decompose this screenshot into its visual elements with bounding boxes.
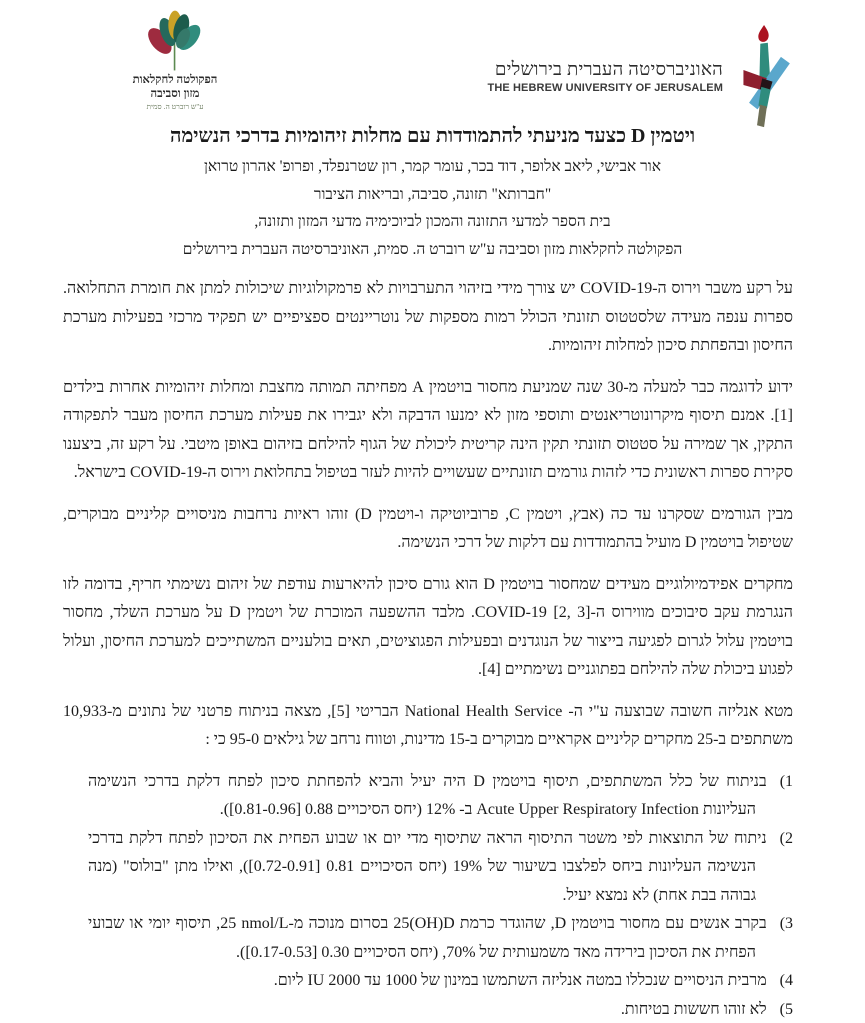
finding-item-5 <box>88 996 793 1023</box>
authors-line: אור אבישי, ליאב אלופר, דוד בכר, עומר קמר, רון שטרנפלד, ופרופ' אהרון טרואן <box>203 158 661 175</box>
paragraph-background: על רקע משבר וירוס ה-COVID-19 יש צורך מידי בזיהוי התערבויות לא פרמקולוגיות שיכולות למתן את חומרת התחלואה. ספרות ענפה מעידה שלסטטוס תזונתי הכולל רמות מספקות של נוטריינטים ספציפיים יש תפקיד מרכזי בפעילות מערכת החיסון ובהפחתת סיכון למחלות זיהומיות. <box>63 280 793 354</box>
finding-text: לא זוהו חששות בטיחות. <box>620 1000 767 1018</box>
finding-marker: 3) <box>779 915 794 932</box>
finding-item-3 <box>88 910 793 967</box>
finding-marker: 1) <box>779 772 794 790</box>
university-hebrew-name: האוניברסיטה העברית בירושלים <box>494 59 723 80</box>
finding-text: מרבית הניסויים שנכללו במטה אנליזה השתמשו במינון של 1000 עד 2000 IU ליום. <box>273 972 767 989</box>
university-logo <box>488 24 795 129</box>
finding-item-1 <box>88 768 793 825</box>
finding-item-4 <box>88 967 793 996</box>
research-group-line: "חברותא" תזונה, סביבה, ובריאות הציבור <box>313 185 552 203</box>
paragraph-vitamin-a-history: ידוע לדוגמה כבר למעלה מ-30 שנה שמניעת מחסור בויטמין A מפחיתה תמותה מחצבת ומחלות זיהומיות אחרות בילדים [1]. אמנם תיסוף מיקרונוטריאנטים ותוספי מזון לא ימנעו הדבקה ולא יגבירו את פעילות מערכת החיסון מעבר לתפקודה התקין, אך שמירה על סטטוס תזונתי תקין הינה קריטית ליכולת של הגוף להילחם בזיהום באופן מיטבי. על רקע זה, ביצענו סקירת ספרות ראשונית כדי לזהות גורמים תזונתיים שעשויים להיות לעזר בטיפול בתחלואת וירוס ה-COVID-19 בישראל. <box>63 378 793 481</box>
page-title: ויטמין D כצעד מניעתי להתמודדות עם מחלות זיהומיות בדרכי הנשימה <box>169 125 696 147</box>
university-logo-text <box>488 59 723 95</box>
school-line: בית הספר למדעי התזונה והמכון לביוכימיה מדעי המזון ותזונה, <box>254 213 611 230</box>
finding-text: ניתוח של התוצאות לפי משטר התיסוף הראה שתיסוף מדי יום או שבוע הפחית את הסיכון לפתח דלקת בדרכי הנשימה העליונות ביחס לפלצבו בשיעור של 19% (יחס הסיכויים 0.81 [0.72-0.91]), ואילו מתן "בולוס" (מנה גבוהה בבת אחת) לא נמצא יעיל. <box>88 829 767 904</box>
finding-text: בקרב אנשים עם מחסור בויטמין D, שהוגדר כרמת ‪25(OH)D‬ בסרום מנוכה מ-‪25 nmol/L‬, תיסוף יומי או שבועי הפחית את הסיכון בירידה מאד משמעותית של 70%, (יחס הסיכויים 0.30 [0.17-0.53]). <box>88 915 767 961</box>
body-text <box>63 275 793 755</box>
faculty-logo <box>100 8 250 112</box>
faculty-flower-icon <box>139 8 211 74</box>
university-emblem-icon <box>735 24 795 129</box>
paragraph-reviewed-factors: מבין הגורמים שסקרנו עד כה (אבץ, ויטמין C, פרוביוטיקה ו-ויטמין D) זוהו ראיות נרחבות מניסויים קליניים מבוקרים, שטיפול בויטמין D מועיל בהתמודדות עם דלקות של דרכי הנשימה. <box>63 505 794 551</box>
university-english-name: THE HEBREW UNIVERSITY OF JERUSALEM <box>487 81 723 94</box>
faculty-logo-dedication: ע"ש רוברט ה. סמית <box>146 102 204 111</box>
faculty-logo-name-line1: הפקולטה לחקלאות <box>132 74 218 86</box>
paragraph-epidemiology: מחקרים אפידמיולוגיים מעידים שמחסור בויטמין D הוא גורם סיכון להיארעות עודפת של זיהום נשימתי חריף, בדומה לזו הנגרמת עקב סיבוכים מווירוס ה-COVID-19 [2, 3]. מלבד ההשפעה המוכרת של ויטמין D על מערכת השלד, מחסור בויטמין עלול לגרום לפגיעה בייצור של הנוגדנים ובפעילות הפגוציטים, תאים בולעניים המשתייכים למערכת החיסון, ועלול לפגוע ביכולת שלה להילחם בפתוגניים נשימתיים [4]. <box>63 575 794 678</box>
finding-marker: 4) <box>779 972 793 989</box>
faculty-line: הפקולטה לחקלאות מזון וסביבה ע"ש רוברט ה. סמית, האוניברסיטה העברית בירושלים <box>182 240 683 258</box>
finding-item-2 <box>88 825 793 911</box>
header <box>0 0 865 118</box>
faculty-logo-name-line2: מזון וסביבה <box>150 87 200 100</box>
paragraph-meta-analysis-intro: מטא אנליזה חשובה שבוצעה ע"י ה- National Health Service הבריטי [5], מצאה בניתוח פרטני של נתונים מ-10,933 משתתפים ב-25 מחקרים קליניים אקראיים מבוקרים ב-15 מדינות, וטווח נרחב של גילאים 95-0 כי : <box>63 702 794 748</box>
finding-text: בניתוח של כלל המשתתפים, תיסוף בויטמין D היה יעיל והביא להפחתת סיכון לפתח דלקת בדרכי הנשימה העליונות Acute Upper Respiratory Infection ב- 12% (יחס הסיכויים 0.88 [0.81-0.96]). <box>88 772 767 818</box>
finding-marker: 2) <box>779 829 793 847</box>
finding-marker: 5) <box>779 1000 793 1018</box>
byline <box>0 153 865 263</box>
findings-list <box>88 768 793 1023</box>
